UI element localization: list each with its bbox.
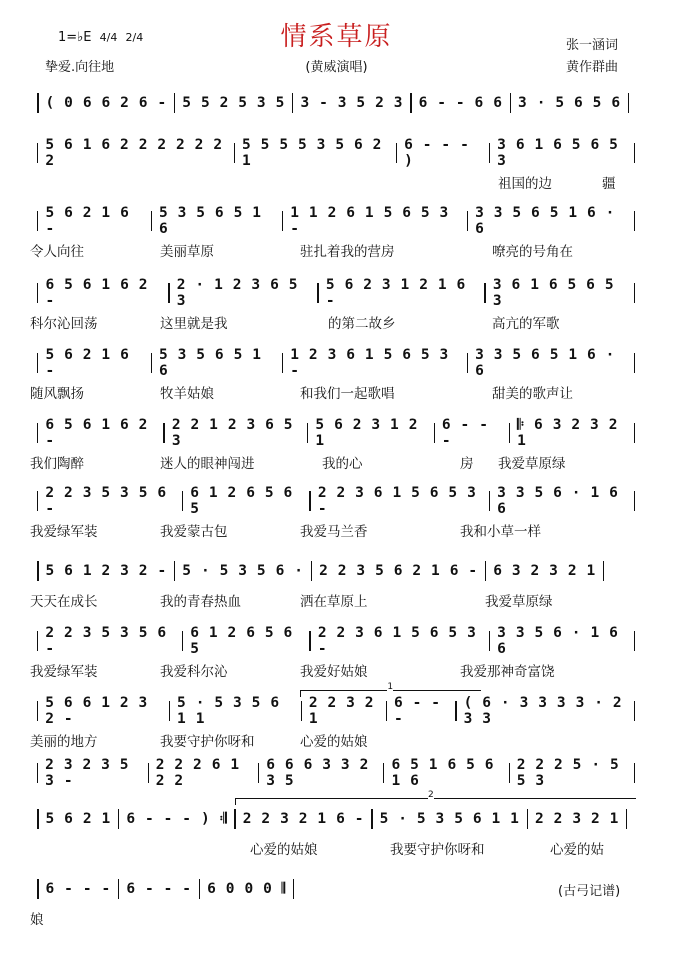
barline (37, 809, 39, 829)
barline (371, 809, 373, 829)
measure: 6 - - - (45, 881, 111, 897)
measure: 𝄆 6 3 2 3 2 1 (517, 417, 619, 449)
barline (317, 283, 318, 303)
barline (151, 353, 152, 373)
notes-row (30, 757, 642, 789)
mood-marking: 挚爱.向往地 (45, 60, 115, 75)
measure: 1 1 2 6 1 5 6 5 3 - (290, 205, 449, 237)
barline (467, 353, 468, 373)
barline (309, 631, 310, 651)
lyric-phrase: 我爱马兰香 (300, 524, 368, 540)
time-signature-secondary: 2/4 (125, 31, 144, 44)
barline (634, 701, 635, 721)
measure: 5 6 2 3 1 2 1 (315, 417, 419, 449)
barline (118, 879, 120, 899)
barline (37, 701, 38, 721)
barline (485, 561, 487, 581)
measure: 3 3 5 6 · 1 6 6 (497, 485, 619, 517)
lyric-phrase: 美丽草原 (160, 244, 214, 260)
notes-row (30, 560, 611, 582)
measure: 2 2 3 6 1 5 6 5 3 - (317, 625, 477, 657)
lyric-phrase: 的第二故乡 (328, 316, 396, 332)
notes-row (30, 205, 642, 237)
barline (37, 93, 39, 113)
measure: 6 6 6 3 3 2 3 5 (266, 757, 369, 789)
lyric-phrase: 美丽的地方 (30, 734, 98, 750)
barline (37, 763, 38, 783)
barline (182, 491, 183, 511)
measure: 6 - - - (441, 417, 489, 449)
barline (489, 631, 490, 651)
lyric-phrase: 祖国的边 (498, 176, 552, 192)
barline (169, 701, 170, 721)
lyric-phrase: 心爱的姑 (550, 842, 604, 858)
barline (37, 353, 38, 373)
singer-credit: (黄威演唱) (305, 60, 368, 75)
measure: 6 - - - (393, 695, 441, 727)
barline (163, 423, 164, 443)
measure: 6 5 6 1 6 2 - (45, 277, 149, 309)
lyric-phrase: 我们陶醉 (30, 456, 84, 472)
measure: 5 6 1 2 3 2 - (45, 563, 167, 579)
lyric-phrase: 我要守护你呀和 (390, 842, 485, 858)
lyric-phrase: 嘹亮的号角在 (492, 244, 573, 260)
barline (174, 561, 176, 581)
measure: 5 6 6 1 2 3 2 - (45, 695, 148, 727)
key-label: 1=♭E (58, 30, 92, 45)
measure: 5 6 2 1 6 - (45, 347, 130, 379)
lyric-phrase: 我爱草原绿 (498, 456, 566, 472)
lyric-phrase: 我要守护你呀和 (160, 734, 255, 750)
measure: 6 5 6 1 6 2 - (45, 417, 149, 449)
barline (282, 211, 283, 231)
lyric-phrase: 我爱那神奇富饶 (460, 664, 555, 680)
measure: 2 2 3 5 3 5 6 - (45, 625, 167, 657)
lyric-phrase: 心爱的姑娘 (300, 734, 368, 750)
volta-number: 1 (387, 682, 394, 692)
barline (386, 701, 387, 721)
measure: 3 6 1 6 5 6 5 3 (492, 277, 615, 309)
lyric-phrase: 高亢的军歌 (492, 316, 560, 332)
measure: 6 - - - ) (404, 137, 470, 169)
barline (293, 879, 295, 899)
lyric-phrase: 令人向往 (30, 244, 84, 260)
measure: 5 6 2 1 (45, 811, 111, 827)
measure: ( 6 · 3 3 3 3 · 2 3 3 (463, 695, 623, 727)
measure: 5 · 5 3 5 6 1 1 (379, 811, 520, 827)
lyric-phrase: 随风飘扬 (30, 386, 84, 402)
lyric-phrase: 娘 (30, 912, 44, 928)
notes-row (30, 92, 636, 114)
barline (118, 809, 120, 829)
measure: 2 2 3 2 1 (535, 811, 619, 827)
barline (282, 353, 283, 373)
volta-bracket (235, 790, 636, 805)
barline (634, 763, 635, 783)
lyric-phrase: 驻扎着我的营房 (300, 244, 395, 260)
barline (484, 283, 485, 303)
measure: 3 3 5 6 · 1 6 6 (497, 625, 619, 657)
measure: ( 0 6 6 2 6 - (45, 95, 167, 111)
barline (168, 283, 169, 303)
barline (182, 631, 183, 651)
measure: 2 2 3 5 6 2 1 6 - (319, 563, 478, 579)
measure: 6 - - 6 6 (418, 95, 503, 111)
measure: 3 3 5 6 5 1 6 · 6 (475, 205, 616, 237)
barline (634, 211, 635, 231)
barline (292, 93, 294, 113)
barline (37, 491, 38, 511)
barline (634, 423, 635, 443)
notes-row (30, 417, 642, 449)
measure: 2 2 2 6 1 2 2 (155, 757, 240, 789)
lyric-phrase: 我的青春热血 (160, 594, 241, 610)
lyric-phrase: 迷人的眼神闯进 (160, 456, 255, 472)
measure: 2 2 1 2 3 6 5 3 (171, 417, 294, 449)
notes-row (30, 808, 634, 830)
composer-credit: 黄作群曲 (566, 60, 619, 75)
measure: 6 - - - ) 𝄇 (126, 811, 228, 827)
barline (174, 93, 176, 113)
measure: 3 - 3 5 2 3 (300, 95, 404, 111)
barline (37, 879, 39, 899)
barline (509, 763, 510, 783)
notes-row (30, 878, 301, 900)
measure: 6 0 0 0 𝄂 (207, 881, 286, 897)
lyric-phrase: 我爱科尔沁 (160, 664, 228, 680)
measure: 5 · 5 3 5 6 1 1 (177, 695, 280, 727)
barline (455, 701, 456, 721)
barline (634, 491, 635, 511)
measure: 5 6 2 1 6 - (45, 205, 130, 237)
measure: 2 3 2 3 5 3 - (45, 757, 130, 789)
barline (37, 143, 38, 163)
barline (199, 879, 201, 899)
lyric-phrase: 天天在成长 (30, 594, 98, 610)
barline (527, 809, 529, 829)
barline (634, 283, 635, 303)
barline (148, 763, 149, 783)
measure: 5 · 5 3 5 6 · (182, 563, 304, 579)
barline (634, 631, 635, 651)
measure: 2 2 3 2 1 6 - (242, 811, 365, 827)
lyric-phrase: 疆 (602, 176, 616, 192)
lyric-phrase: 科尔沁回荡 (30, 316, 98, 332)
barline (37, 283, 38, 303)
barline (489, 491, 490, 511)
barline (37, 561, 39, 581)
barline (37, 423, 38, 443)
barline (626, 809, 628, 829)
barline (634, 143, 635, 163)
barline (37, 631, 38, 651)
transcriber-credit: (古弓记谱) (558, 884, 621, 899)
lyric-phrase: 这里就是我 (160, 316, 228, 332)
lyric-phrase: 甜美的歌声让 (492, 386, 573, 402)
measure: 6 - - - (126, 881, 192, 897)
notes-row (30, 347, 642, 379)
barline (603, 561, 605, 581)
measure: 5 6 1 6 2 2 2 2 2 2 2 (45, 137, 223, 169)
measure: 6 3 2 3 2 1 (493, 563, 596, 579)
barline (37, 211, 38, 231)
notes-row (30, 625, 642, 657)
measure: 5 6 2 3 1 2 1 6 - (325, 277, 466, 309)
song-title: 情系草原 (280, 22, 393, 52)
barline (309, 491, 310, 511)
lyric-phrase: 我的心 (322, 456, 363, 472)
barline (258, 763, 259, 783)
lyric-phrase: 和我们一起歌唱 (300, 386, 395, 402)
barline (489, 143, 490, 163)
barline (628, 93, 630, 113)
barline (307, 423, 308, 443)
measure: 2 · 1 2 3 6 5 3 (176, 277, 299, 309)
barline (410, 93, 412, 113)
measure: 6 1 2 6 5 6 5 (190, 625, 293, 657)
barline (467, 211, 468, 231)
lyric-phrase: 我爱蒙古包 (160, 524, 228, 540)
measure: 5 3 5 6 5 1 6 (158, 205, 262, 237)
barline (311, 561, 313, 581)
measure: 3 6 1 6 5 6 5 3 (497, 137, 619, 169)
lyric-phrase: 我爱好姑娘 (300, 664, 368, 680)
measure: 5 5 5 5 3 5 6 2 1 (242, 137, 382, 169)
barline (510, 93, 512, 113)
measure: 5 5 2 5 3 5 (182, 95, 285, 111)
volta-bracket (300, 682, 481, 697)
lyric-phrase: 我爱绿军装 (30, 664, 98, 680)
barline (434, 423, 435, 443)
measure: 6 1 2 6 5 6 5 (190, 485, 293, 517)
lyric-phrase: 心爱的姑娘 (250, 842, 318, 858)
notes-row (30, 695, 642, 727)
notes-row (30, 485, 642, 517)
lyric-phrase: 我和小草一样 (460, 524, 541, 540)
lyric-phrase: 牧羊姑娘 (160, 386, 214, 402)
lyric-phrase: 我爱绿军装 (30, 524, 98, 540)
key-signature (58, 30, 143, 45)
barline (234, 809, 236, 829)
lyricist-credit: 张一涵词 (566, 38, 619, 53)
measure: 2 2 2 5 · 5 5 3 (516, 757, 620, 789)
volta-number: 2 (428, 790, 434, 800)
measure: 2 2 3 6 1 5 6 5 3 - (317, 485, 477, 517)
measure: 1 2 3 6 1 5 6 5 3 - (290, 347, 449, 379)
barline (396, 143, 397, 163)
time-signature-primary: 4/4 (99, 31, 118, 44)
measure: 2 2 3 5 3 5 6 - (45, 485, 167, 517)
barline (383, 763, 384, 783)
barline (234, 143, 235, 163)
measure: 3 · 5 6 5 6 (518, 95, 621, 111)
lyric-phrase: 我爱草原绿 (485, 594, 553, 610)
barline (301, 701, 302, 721)
barline (151, 211, 152, 231)
measure: 2 2 3 2 1 (308, 695, 375, 727)
measure: 3 3 5 6 5 1 6 · 6 (475, 347, 616, 379)
notes-row (30, 277, 642, 309)
barline (634, 353, 635, 373)
measure: 5 3 5 6 5 1 6 (158, 347, 262, 379)
lyric-phrase: 洒在草原上 (300, 594, 368, 610)
measure: 6 5 1 6 5 6 1 6 (391, 757, 495, 789)
notes-row (30, 137, 642, 169)
lyric-phrase: 房 (460, 456, 474, 472)
barline (509, 423, 510, 443)
